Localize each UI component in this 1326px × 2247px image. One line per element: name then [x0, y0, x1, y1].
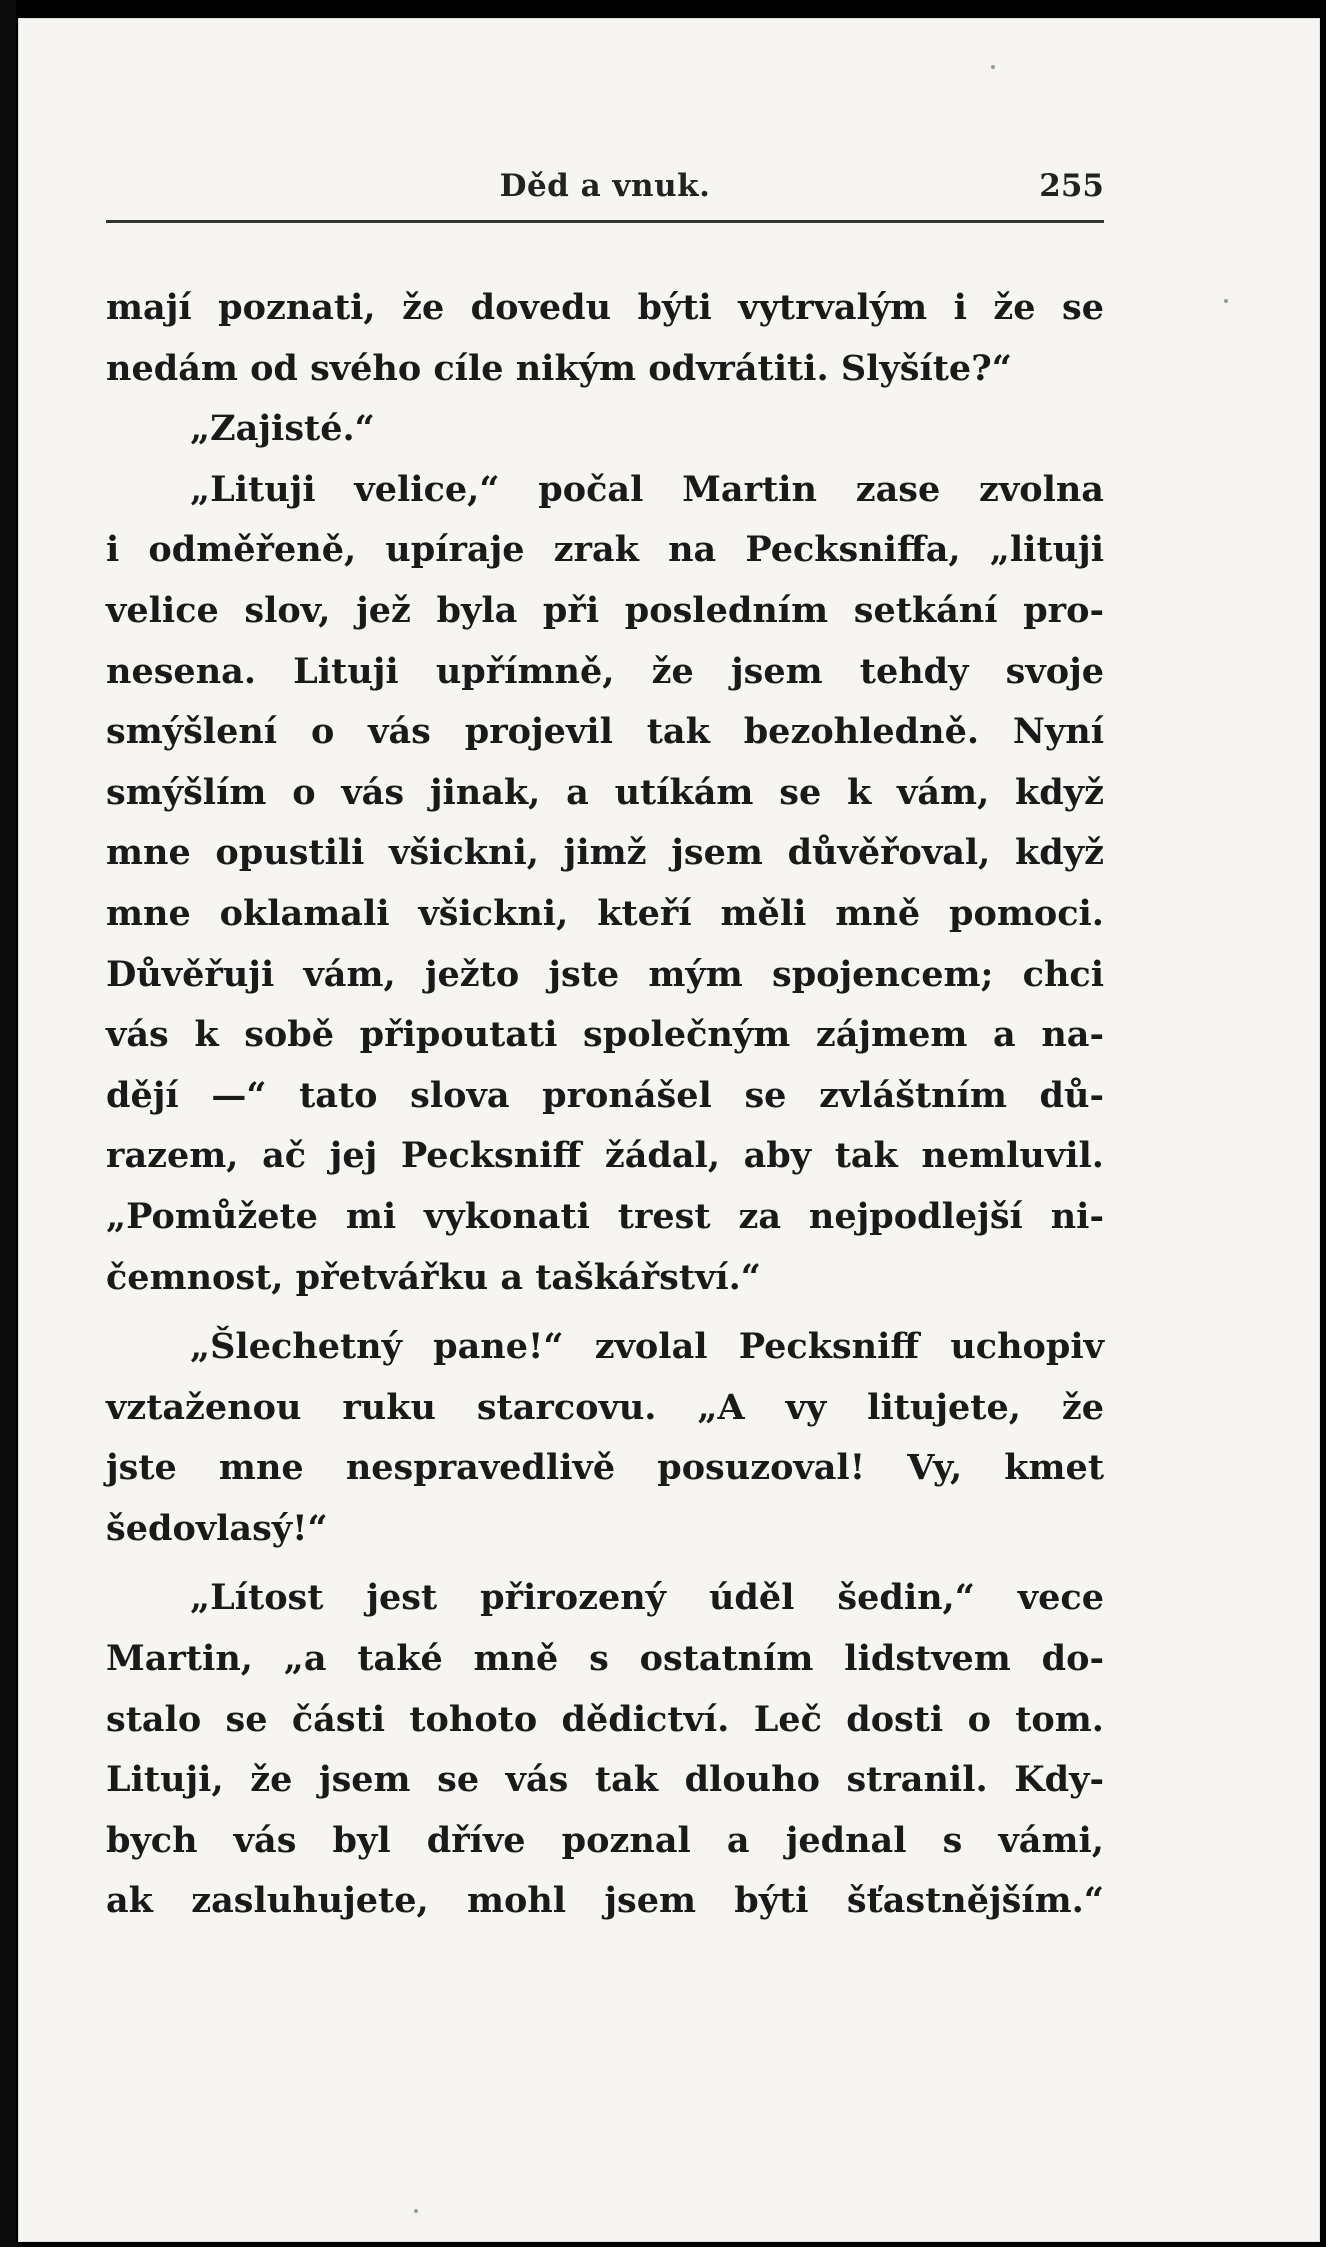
text-line: ak zasluhujete, mohl jsem býti šťastnějším.“ [106, 1880, 1104, 1922]
text-line: bych vás byl dříve poznal a jednal s vámi, [106, 1819, 1104, 1861]
running-header [106, 158, 1104, 218]
text-line: razem, ač jej Pecksniff žádal, aby tak nemluvil. [106, 1135, 1104, 1177]
text-line: i odměřeně, upíraje zrak na Pecksniffa, „lituji [106, 529, 1104, 571]
text-line: „Šlechetný pane!“ zvolal Pecksniff uchopiv [190, 1326, 1104, 1368]
paper-speck [991, 65, 995, 69]
paper-speck [1224, 299, 1228, 303]
running-title: Děd a vnuk. [499, 168, 711, 204]
text-line: „Pomůžete mi vykonati trest za nejpodlejší ni- [106, 1195, 1104, 1237]
text-line: dějí —“ tato slova pronášel se zvláštním dů- [106, 1074, 1104, 1116]
text-line: mají poznati, že dovedu býti vytrvalým i že se [106, 287, 1104, 328]
text-line: „Lítost jest přirozený úděl šedin,“ vece [190, 1577, 1104, 1619]
text-line: šedovlasý!“ [106, 1507, 328, 1549]
text-line: vás k sobě připoutati společným zájmem a na- [106, 1014, 1104, 1056]
text-line: smýšlení o vás projevil tak bezohledně. Nyní [106, 711, 1104, 753]
page-number: 255 [1039, 168, 1104, 204]
text-line: nedám od svého cíle nikým odvrátiti. Slyšíte?“ [106, 347, 1012, 389]
text-line: Martin, „a také mně s ostatním lidstvem do- [106, 1638, 1104, 1680]
text-line: vztaženou ruku starcovu. „A vy litujete, že [106, 1386, 1104, 1428]
text-line: velice slov, jež byla při posledním setkání pro- [106, 589, 1104, 631]
text-line: čemnost, přetvářku a taškářství.“ [106, 1256, 761, 1298]
text-line: „Zajisté.“ [190, 408, 375, 450]
text-line: mne oklamali všickni, kteří měli mně pomoci. [106, 892, 1104, 934]
text-line: „Lituji velice,“ počal Martin zase zvolna [190, 468, 1104, 510]
text-line: nesena. Lituji upřímně, že jsem tehdy svoje [106, 650, 1104, 692]
paper-speck [414, 2209, 418, 2213]
scan-border [0, 0, 16, 2247]
header-rule [106, 220, 1104, 223]
text-line: Lituji, že jsem se vás tak dlouho stranil. Kdy- [106, 1759, 1104, 1801]
text-line: mne opustili všickni, jimž jsem důvěřoval, když [106, 832, 1104, 874]
body-text [106, 278, 1104, 1932]
text-line: stalo se části tohoto dědictví. Leč dosti o tom. [106, 1698, 1104, 1740]
text-line: smýšlím o vás jinak, a utíkám se k vám, když [106, 771, 1104, 813]
text-line: Důvěřuji vám, ježto jste mým spojencem; chci [106, 953, 1104, 995]
text-line: jste mne nespravedlivě posuzoval! Vy, kmet [106, 1447, 1104, 1489]
